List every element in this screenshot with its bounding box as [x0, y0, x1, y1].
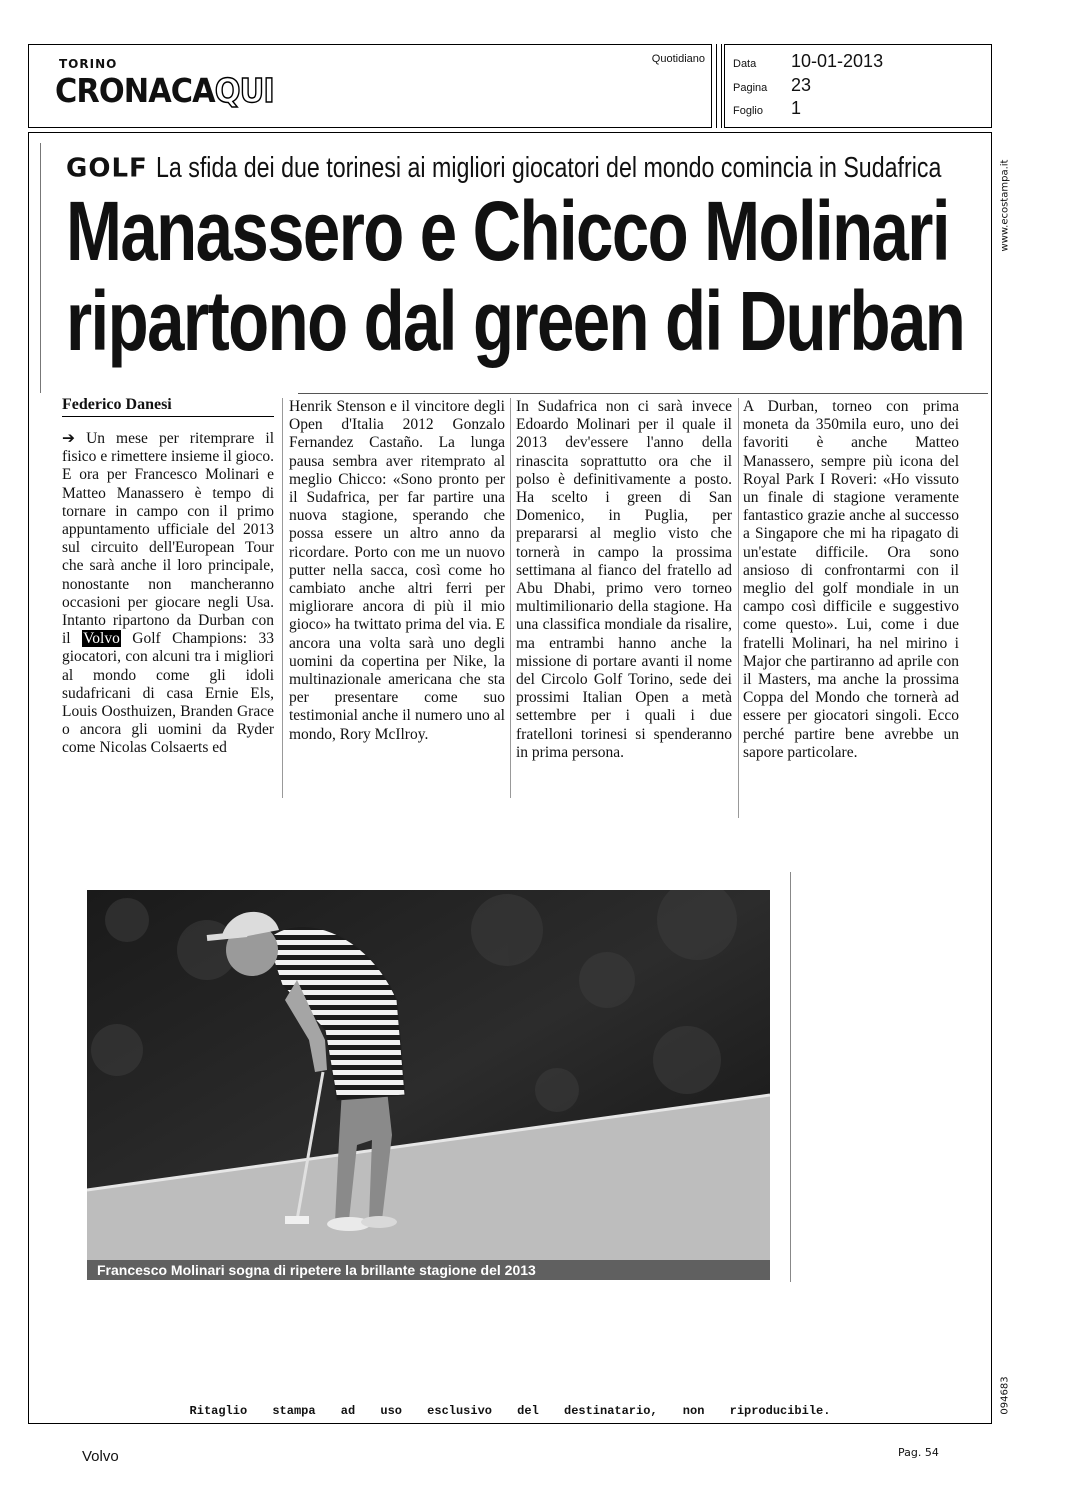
column-divider: [510, 398, 511, 798]
article-photo: [87, 890, 770, 1280]
column-divider: [738, 398, 739, 818]
brand-highlight: Volvo: [83, 630, 120, 648]
publication-type: Quotidiano: [651, 53, 705, 65]
byline: Federico Danesi: [62, 396, 274, 417]
meta-sheet-label: Foglio: [733, 105, 763, 117]
meta-date-label: Data: [733, 58, 757, 70]
meta-date: [733, 51, 883, 72]
headline-line-1: Manassero e Chicco Molinari: [66, 184, 949, 278]
photo-edge-rule: [790, 872, 791, 1282]
masthead-name-part1: CRONACA: [55, 71, 215, 110]
meta-page-label: Pagina: [733, 82, 768, 94]
side-code: 094683: [999, 1376, 1011, 1415]
photo-caption: Francesco Molinari sogna di ripetere la brillante stagione del 2013: [87, 1260, 770, 1280]
column-1-text-a: Un mese per ritemprare il fisico e rimettere insieme il gioco. E ora per Francesco Molinari e Matteo Manassero è tempo di tornare in campo con il primo appuntamento ufficiale del 2013 sul circuito dell'European Tour che sarà anche il loro principale, nonostante non mancheranno occasioni per giocare negli Usa. Intanto ripartono da Durban con il: [62, 430, 275, 648]
article-column-4: [743, 398, 959, 762]
meta-sheet: [733, 98, 801, 119]
article-column-3: [516, 398, 732, 762]
left-rule: [40, 143, 41, 393]
section-label: GOLF: [66, 153, 148, 184]
column-3-text: In Sudafrica non ci sarà invece Edoardo Molinari per il quale il 2013 dev'essere l'anno della rinascita soprattutto ora che il polso è definitivamente a posto. Ha scelto i green di San Domenico, in Puglia, per prepararsi al meglio visto che tornerà in campo la prossima settimana al fianco del fratello ad Abu Dhabi, primo vero torneo multimilionario della stagione. Ha una classifica mondiale da risalire, ma entrambi hanno anche la missione di portare avanti il nome del Circolo Golf Torino, sede dei prossimi Italian Open a metà settembre per i quali i due fratelloni torinesi si spenderanno in prima persona.: [516, 398, 732, 761]
column-2-text: Henrik Stenson e il vincitore degli Open d'Italia 2012 Gonzalo Fernandez Castaño. La lunga pausa sembra aver ritemprato al meglio Chicco: «Sono pronto per il Sudafrica, per far partire una nuova stagione, sperando che possa essere un altro anno da ricordare. Porto con me un nuovo putter nella sacca, così come ho cambiato anche altri ferri per migliorare ancora di più il mio gioco» ha twittato prima del via. E ancora una volta sarà uno degli uomini da copertina per Nike, la multinazionale americana che sta per presentare come suo testimonial anche il numero uno al mondo, Rory McIlroy.: [289, 398, 505, 743]
page-number: Pag. 54: [898, 1446, 939, 1459]
arrow-right-icon: ➔: [62, 430, 75, 447]
copyright-notice: Ritaglio stampa ad uso esclusivo del destinatario, non riproducibile.: [189, 1404, 831, 1418]
article-column-1: [62, 430, 274, 758]
masthead-name-part2: QUI: [214, 71, 274, 110]
page-brand: Volvo: [82, 1448, 119, 1465]
column-1-text-b: Golf Champions: 33 giocatori, con alcuni tra i migliori al mondo come gli idoli sudafricani di casa Ernie Els, Louis Oosthuizen, Branden Grace o ancora gli uomini da Ryder come Nicolas Colsaerts ed: [62, 630, 275, 757]
article-column-2: [289, 398, 505, 744]
golfer-photo-illustration: [87, 890, 770, 1280]
header-divider: [716, 44, 722, 128]
meta-page: [733, 75, 811, 96]
columns-top-rule: [298, 393, 988, 394]
masthead-city: TORINO: [59, 57, 118, 71]
column-4-text: A Durban, torneo con prima moneta da 350mila euro, uno dei favoriti è anche Matteo Manassero, sempre più icona del Royal Park I Roveri: «Ho vissuto un finale di stagione veramente fantastico grazie anche al successo a Singapore che mi ha ripagato di un'estate difficile. Ora sono ansioso di confrontarmi con il meglio del golf mondiale in un campo così difficile e suggestivo come questo». Lui, come i due fratelli Molinari, ha nel mirino i Major che partiranno ad aprile con il Masters, ma anche la prossima Coppa del Mondo che tornerà ad essere per giocatori singoli. Ecco perché partire bene avrebbe un sapore particolare.: [743, 398, 959, 761]
masthead-logo: [55, 71, 274, 111]
headline-line-2: ripartono dal green di Durban: [66, 274, 965, 368]
kicker: [66, 152, 1069, 185]
masthead-box: [28, 44, 712, 128]
headline: [66, 186, 978, 366]
side-url: www.ecostampa.it: [999, 159, 1011, 252]
meta-sheet-value: 1: [791, 98, 802, 118]
meta-date-value: 10-01-2013: [791, 51, 884, 71]
column-divider: [282, 398, 283, 798]
meta-page-value: 23: [791, 75, 812, 95]
meta-box: [724, 44, 992, 128]
kicker-text: La sfida dei due torinesi ai migliori giocatori del mondo comincia in Sudafrica: [155, 152, 942, 184]
